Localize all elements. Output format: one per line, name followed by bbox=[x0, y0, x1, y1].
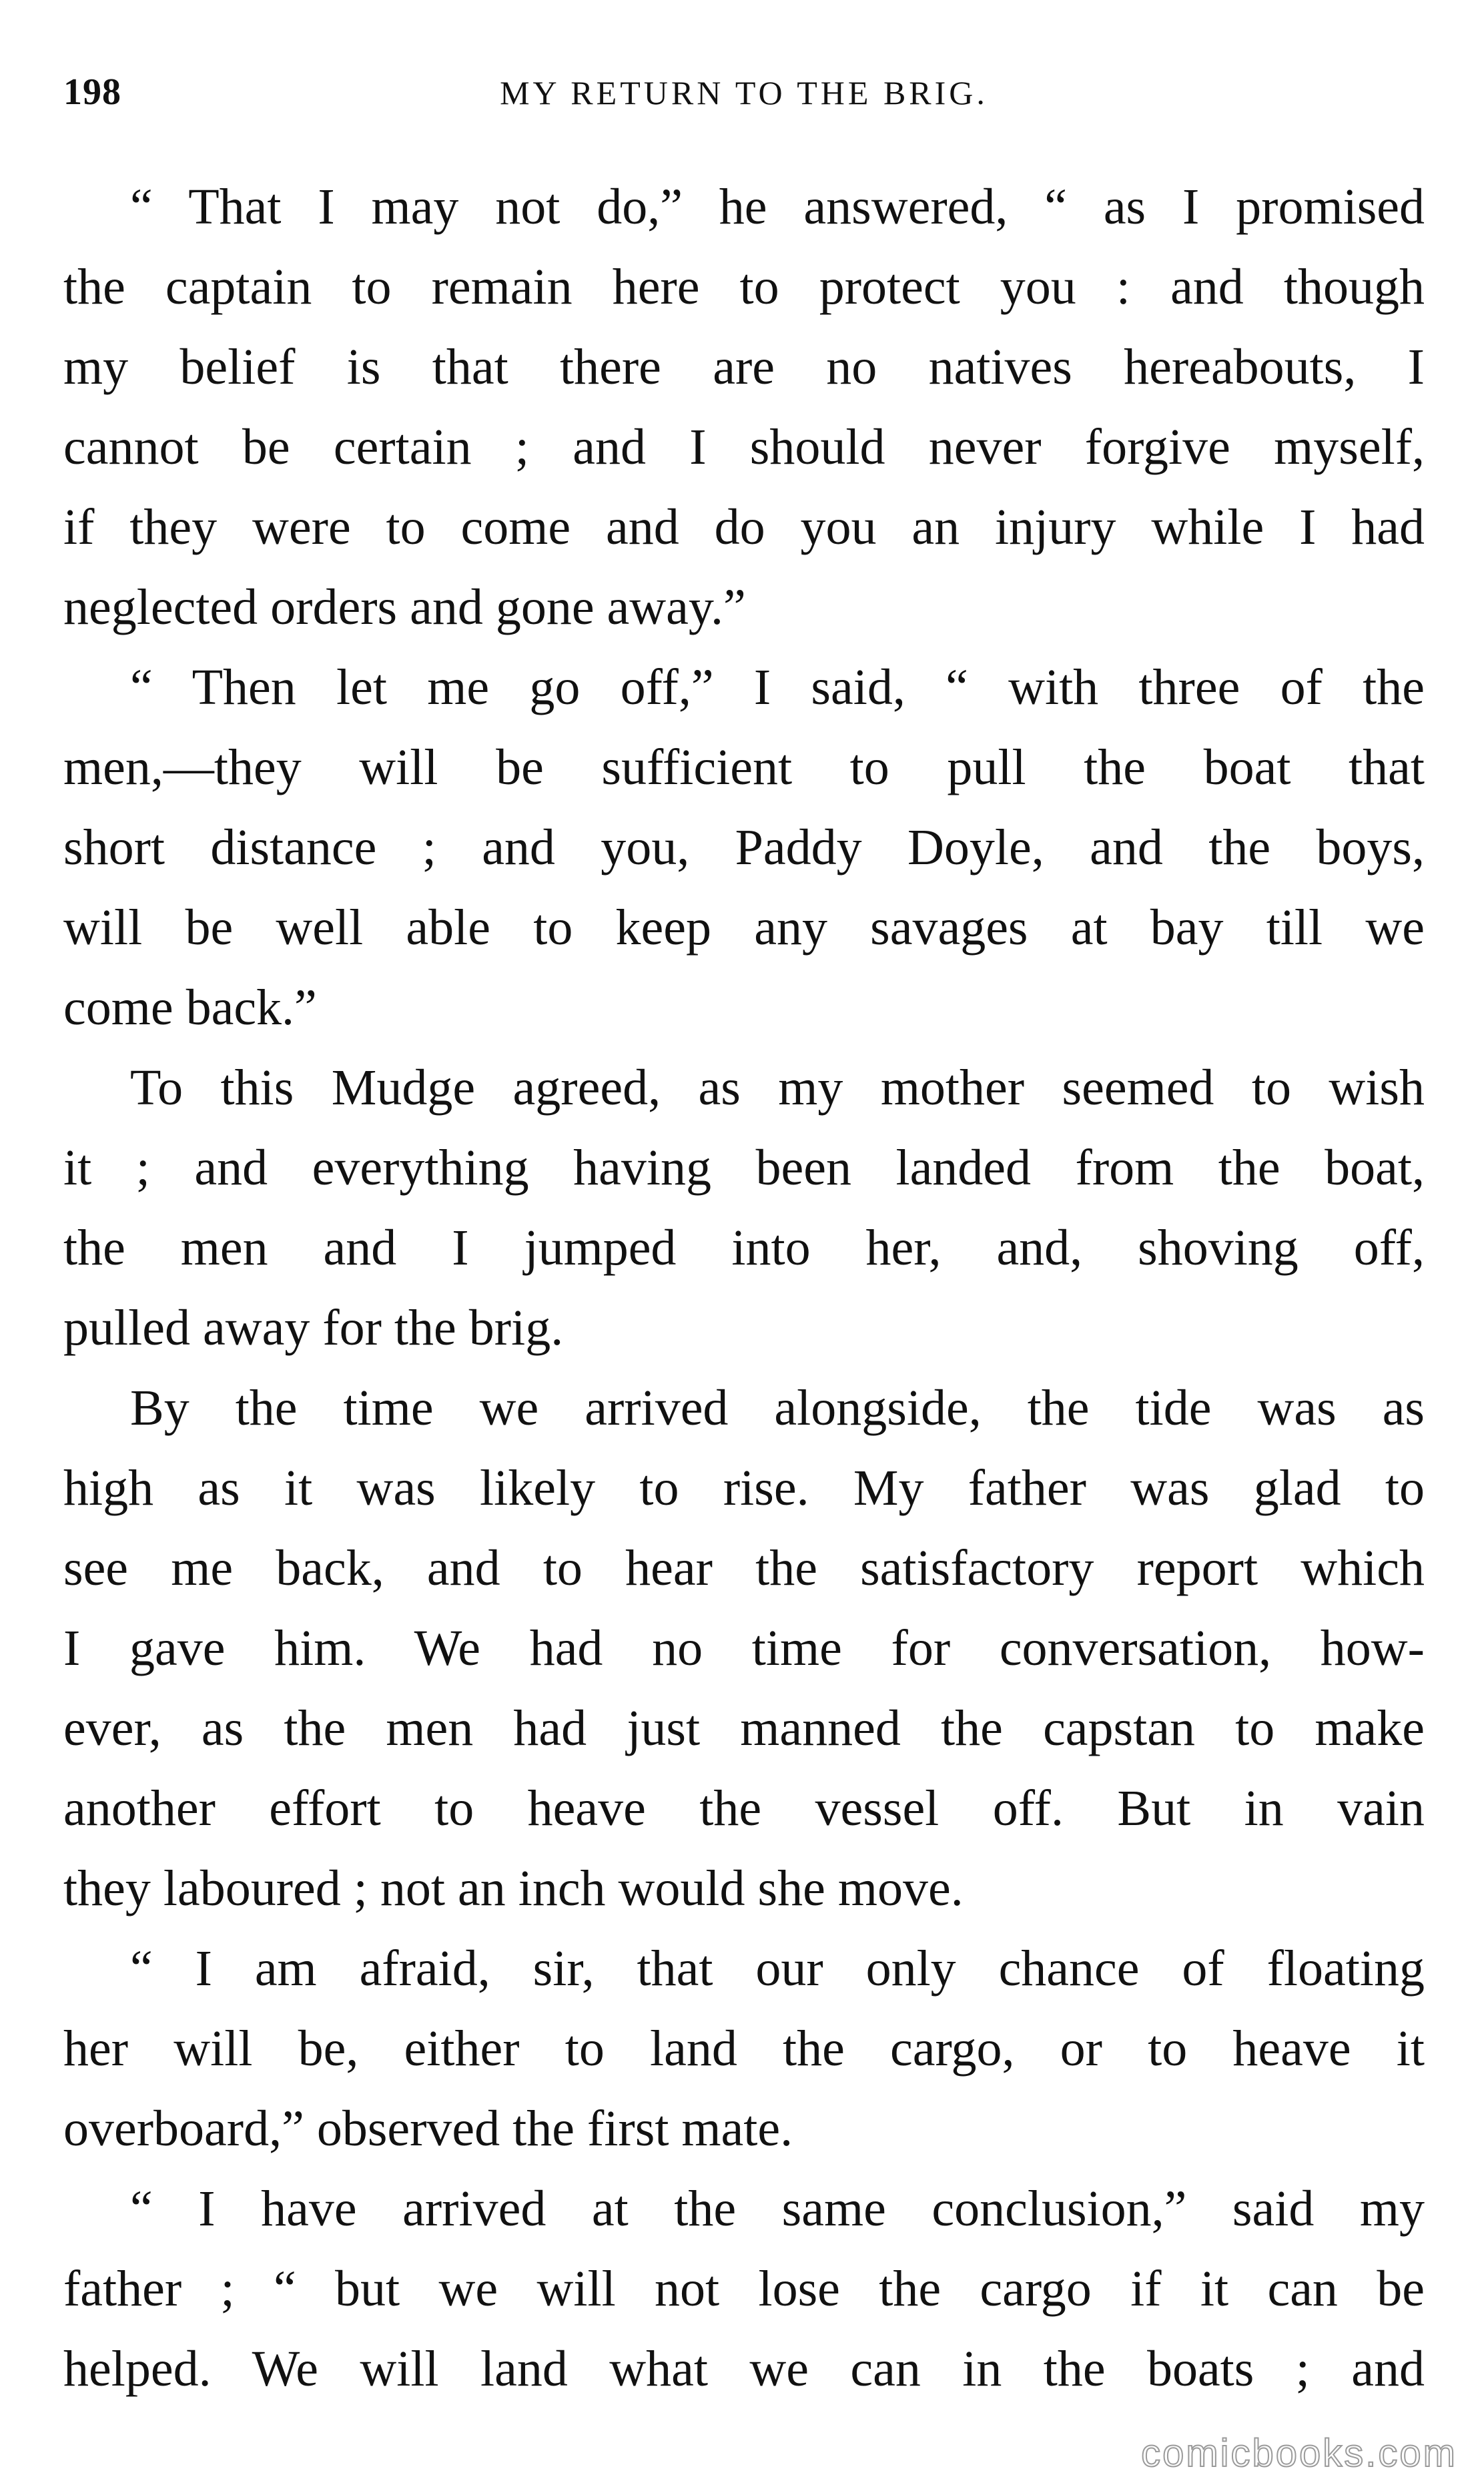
text-line: see me back, and to hear the satisfactory report which bbox=[63, 1540, 1425, 1596]
running-head: MY RETURN TO THE BRIG. bbox=[500, 74, 988, 111]
watermark: comicbooks.com bbox=[1141, 2432, 1457, 2475]
text-line: the men and I jumped into her, and, shoving off, bbox=[63, 1220, 1425, 1276]
text-line: ever, as the men had just manned the capstan to make bbox=[63, 1700, 1425, 1756]
text-line: By the time we arrived alongside, the tide was as bbox=[130, 1380, 1425, 1436]
text-line: high as it was likely to rise. My father was glad to bbox=[63, 1460, 1425, 1516]
text-line: “ I am afraid, sir, that our only chance of floating bbox=[130, 1940, 1425, 1997]
text-line: it ; and everything having been landed from the boat, bbox=[63, 1140, 1425, 1196]
text-line: helped. We will land what we can in the boats ; and bbox=[63, 2341, 1425, 2397]
text-line: pulled away for the brig. bbox=[63, 1300, 564, 1356]
text-line: if they were to come and do you an injury while I had bbox=[63, 499, 1425, 555]
text-line: father ; “ but we will not lose the cargo if it can be bbox=[63, 2261, 1425, 2317]
text-line: short distance ; and you, Paddy Doyle, and the boys, bbox=[63, 819, 1425, 875]
text-line: they laboured ; not an inch would she move. bbox=[63, 1860, 964, 1916]
text-line: come back.” bbox=[63, 980, 317, 1036]
text-line: I gave him. We had no time for conversation, how- bbox=[63, 1620, 1425, 1676]
text-line: neglected orders and gone away.” bbox=[63, 579, 746, 635]
text-line: To this Mudge agreed, as my mother seemed to wish bbox=[130, 1060, 1425, 1116]
text-line: my belief is that there are no natives hereabouts, I bbox=[63, 339, 1425, 395]
text-line: “ I have arrived at the same conclusion,” said my bbox=[130, 2181, 1425, 2237]
text-line: another effort to heave the vessel off. But in vain bbox=[63, 1780, 1425, 1836]
text-line: “ Then let me go off,” I said, “ with three of the bbox=[130, 659, 1425, 715]
text-line: cannot be certain ; and I should never forgive myself, bbox=[63, 419, 1425, 475]
page-number: 198 bbox=[63, 71, 121, 113]
text-line: will be well able to keep any savages at bay till we bbox=[63, 900, 1425, 956]
text-line: her will be, either to land the cargo, or to heave it bbox=[63, 2021, 1425, 2077]
page-header bbox=[63, 71, 1425, 124]
body-text bbox=[63, 167, 1425, 2409]
text-line: men,—they will be sufficient to pull the boat that bbox=[63, 739, 1425, 795]
text-line: “ That I may not do,” he answered, “ as I promised bbox=[130, 179, 1425, 235]
text-line: the captain to remain here to protect you : and though bbox=[63, 259, 1425, 315]
text-line: overboard,” observed the first mate. bbox=[63, 2101, 793, 2157]
